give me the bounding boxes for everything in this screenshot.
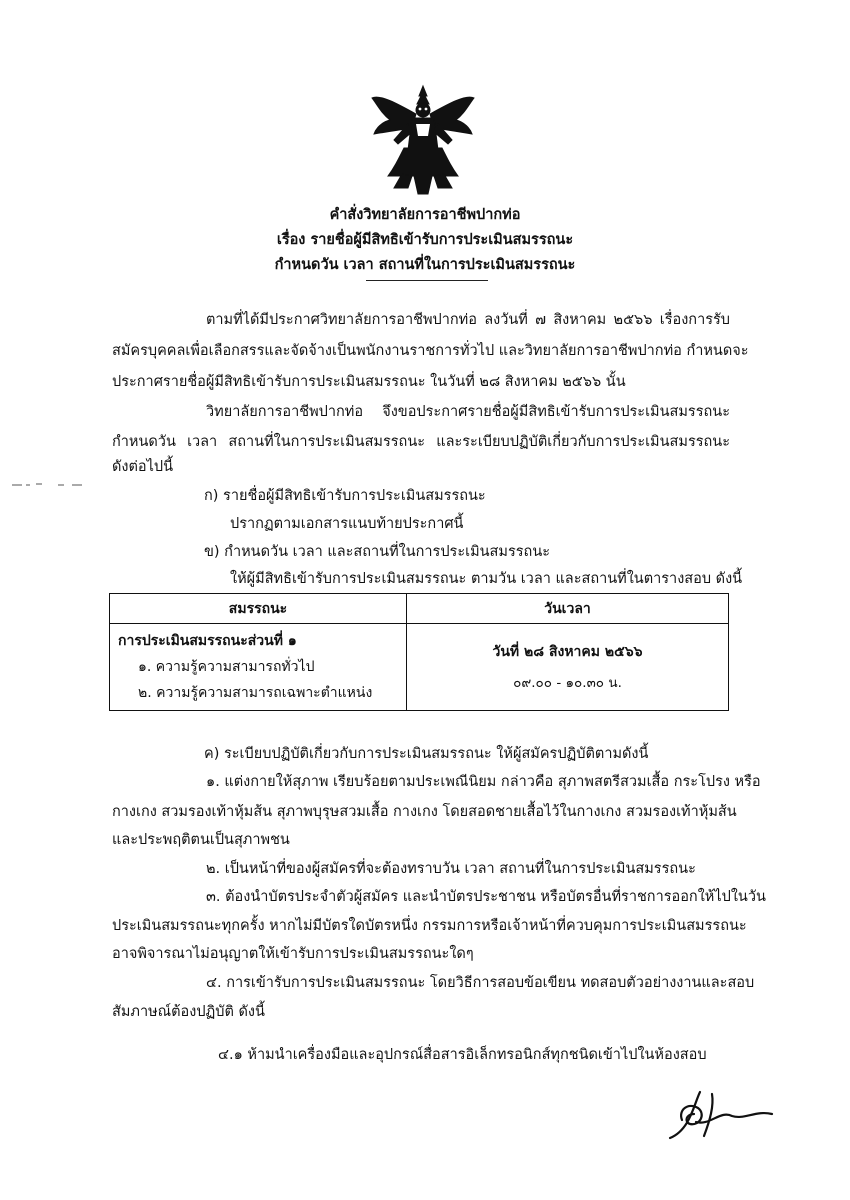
section-a-heading: ก) รายชื่อผู้มีสิทธิเข้ารับการประเมินสมรรถนะ	[204, 488, 486, 504]
rule-2: ๒. เป็นหน้าที่ของผู้สมัครที่จะต้องทราบวัน เวลา สถานที่ในการประเมินสมรรถนะ	[206, 861, 696, 877]
datetime-cell	[407, 624, 729, 711]
section-b-text: ให้ผู้มีสิทธิเข้ารับการประเมินสมรรถนะ ตามวัน เวลา และสถานที่ในตารางสอบ ดังนี้	[230, 571, 743, 587]
header-competency: สมรรถนะ	[110, 594, 407, 624]
section-b-heading: ข) กำหนดวัน เวลา และสถานที่ในการประเมินสมรรถนะ	[204, 544, 551, 560]
rule-3-line2: ประเมินสมรรถนะทุกครั้ง หากไม่มีบัตรใดบัตรหนึ่ง กรรมการหรือเจ้าหน้าที่ควบคุมการประเมินสมรรถนะ	[112, 918, 747, 934]
rule-1-line1: ๑. แต่งกายให้สุภาพ เรียบร้อยตามประเพณีนิยม กล่าวคือ สุภาพสตรีสวมเสื้อ กระโปรง หรือ	[206, 774, 761, 790]
rule-4-line1: ๔. การเข้ารับการประเมินสมรรถนะ โดยวิธีการสอบข้อเขียน ทดสอบตัวอย่างงานและสอบ	[206, 975, 755, 991]
intro-p1-line2: สมัครบุคคลเพื่อเลือกสรรและจัดจ้างเป็นพนักงานราชการทั่วไป และวิทยาลัยการอาชีพปากท่อ กำหนดจะ	[112, 343, 749, 359]
rule-3-line3: อาจพิจารณาไม่อนุญาตให้เข้ารับการประเมินสมรรถนะใดๆ	[112, 946, 474, 962]
title-divider	[366, 280, 488, 281]
header-datetime: วันเวลา	[407, 594, 729, 624]
table-row	[110, 624, 729, 711]
rule-4-1: ๔.๑ ห้ามนำเครื่องมือและอุปกรณ์สื่อสารอิเล็กทรอนิกส์ทุกชนิดเข้าไปในห้องสอบ	[218, 1047, 707, 1063]
competency-cell	[110, 624, 407, 711]
intro-p1-line3: ประกาศรายชื่อผู้มีสิทธิเข้ารับการประเมินสมรรถนะ ในวันที่ ๒๘ สิงหาคม ๒๕๖๖ นั้น	[112, 374, 626, 390]
part-title: การประเมินสมรรถนะส่วนที่ ๑	[118, 633, 297, 649]
margin-scan-marks	[12, 480, 92, 490]
intro-p2-line3: ดังต่อไปนี้	[112, 459, 174, 475]
order-title: คำสั่งวิทยาลัยการอาชีพปากท่อ	[329, 207, 521, 223]
intro-p2-line2: กำหนดวัน เวลา สถานที่ในการประเมินสมรรถนะ และระเบียบปฏิบัติเกี่ยวกับการประเมินสมรรถนะ	[112, 434, 730, 450]
table-header-row	[110, 594, 729, 624]
rule-4-line2: สัมภาษณ์ต้องปฏิบัติ ดังนี้	[112, 1004, 265, 1020]
rule-1-line3: และประพฤติตนเป็นสุภาพชน	[112, 832, 290, 848]
section-c-heading: ค) ระเบียบปฏิบัติเกี่ยวกับการประเมินสมรรถนะ ให้ผู้สมัครปฏิบัติตามดังนี้	[204, 746, 649, 762]
rule-1-line2: กางเกง สวมรองเท้าหุ้มส้น สุภาพบุรุษสวมเสื้อ กางเกง โดยสอดชายเสื้อไว้ในกางเกง สวมรองเท้าหุ้มส้น	[112, 804, 737, 820]
schedule-table	[109, 593, 729, 711]
exam-date: วันที่ ๒๘ สิงหาคม ๒๕๖๖	[492, 644, 643, 660]
intro-p1-line1: ตามที่ได้มีประกาศวิทยาลัยการอาชีพปากท่อ ลงวันที่ ๗ สิงหาคม ๒๕๖๖ เรื่องการรับ	[206, 312, 730, 328]
schedule-line: กำหนดวัน เวลา สถานที่ในการประเมินสมรรถนะ	[274, 257, 576, 273]
intro-p2-line1: วิทยาลัยการอาชีพปากท่อ จึงขอประกาศรายชื่อผู้มีสิทธิเข้ารับการประเมินสมรรถนะ	[206, 404, 730, 420]
section-a-text: ปรากฏตามเอกสารแนบท้ายประกาศนี้	[230, 516, 464, 532]
competency-item-2: ๒. ความรู้ความสามารถเฉพาะตำแหน่ง	[138, 685, 373, 701]
initials-signature	[660, 1080, 780, 1150]
garuda-emblem-icon	[368, 84, 478, 196]
subject-line: เรื่อง รายชื่อผู้มีสิทธิเข้ารับการประเมินสมรรถนะ	[276, 232, 574, 248]
rule-3-line1: ๓. ต้องนำบัตรประจำตัวผู้สมัคร และนำบัตรประชาชน หรือบัตรอื่นที่ราชการออกให้ไปในวัน	[206, 889, 766, 905]
competency-item-1: ๑. ความรู้ความสามารถทั่วไป	[138, 659, 315, 675]
exam-time: ๐๙.๐๐ - ๑๐.๓๐ น.	[513, 675, 622, 691]
